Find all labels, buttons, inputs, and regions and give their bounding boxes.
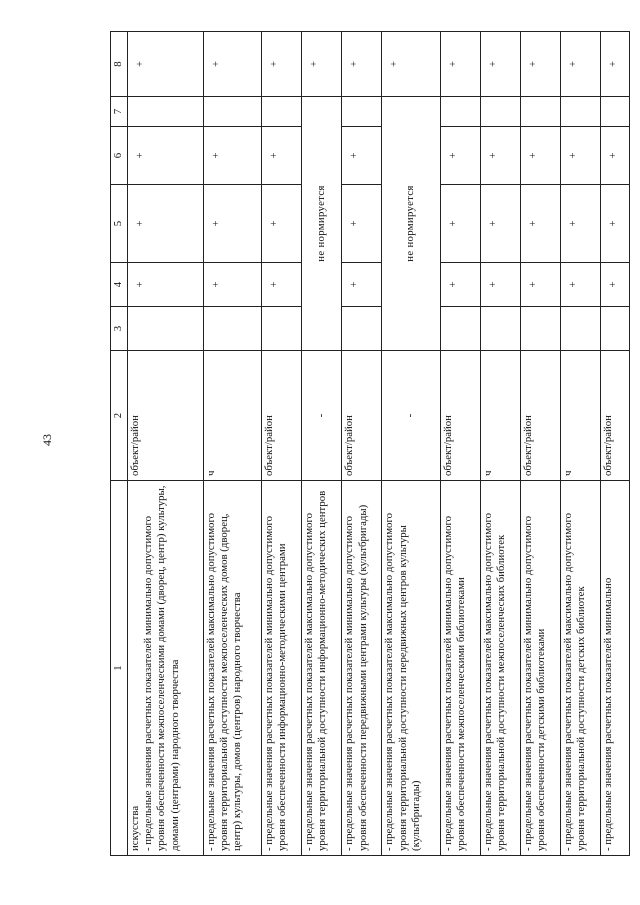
row-unit: объект/район [262,351,302,481]
row-description: - предельные значения расчетных показателей максимально допустимого уровня территориальной доступности межпоселенческих библиотек [480,481,520,856]
table-row [302,32,342,856]
col-header-4: 4 [111,263,128,307]
cell-c7 [560,97,600,127]
cell-c7 [262,97,302,127]
row-description: - предельные значения расчетных показателей минимально допустимого уровня обеспеченности информационно-методическими центрами [262,481,302,856]
not-regulated-cell: не нормируется [302,97,342,351]
row-description: - предельные значения расчетных показателей минимально допустимого уровня обеспеченности детскими библиотеками [520,481,560,856]
cell-c3 [342,307,382,351]
row-description: - предельные значения расчетных показателей максимально допустимого уровня территориальной доступности детских библиотек [560,481,600,856]
row-description: - предельные значения расчетных показателей максимально допустимого уровня территориальной доступности межпоселенческих домов (дворец, центр) культуры, домов (центров) народного творчества [204,481,262,856]
cell-c3 [520,307,560,351]
col-header-8: 8 [111,32,128,97]
cell-c7 [204,97,262,127]
row-description: - предельные значения расчетных показателей минимально допустимого уровня обеспеченности межпоселенческими домами (дворец, центр) культуры, домами (центрами) народного творчества [142,485,181,851]
row-unit: ч [204,351,262,481]
col-header-7: 7 [111,97,128,127]
row-unit: объект/район [342,351,382,481]
cell-c3 [204,307,262,351]
cell-c8: + [440,32,480,97]
cell-c5: + [520,185,560,263]
not-regulated-cell: не нормируется [382,97,440,351]
col-header-2: 2 [111,351,128,481]
row-unit: ч [480,351,520,481]
norms-table [110,31,630,856]
cell-c6: + [440,127,480,185]
row-unit: - [302,351,342,481]
cell-c6: + [128,127,204,185]
cell-c5: + [600,185,629,263]
cell-c6: + [600,127,629,185]
cell-c7 [520,97,560,127]
cell-c5: + [204,185,262,263]
row-description: - предельные значения расчетных показателей максимально допустимого уровня территориальной доступности информационно-методических центров [302,481,342,856]
row-unit: объект/район [440,351,480,481]
cell-c8: + [480,32,520,97]
cell-c7 [128,97,204,127]
table-row [204,32,262,856]
cell-c7 [480,97,520,127]
cell-c6: + [480,127,520,185]
col-header-6: 6 [111,127,128,185]
row-description: - предельные значения расчетных показателей минимально допустимого уровня обеспеченности передвижными центрами культуры (культбригады) [342,481,382,856]
cell-c5: + [560,185,600,263]
cell-c4: + [520,263,560,307]
cell-c7 [600,97,629,127]
cell-c6: + [262,127,302,185]
cell-c4: + [480,263,520,307]
row-unit: объект/район [520,351,560,481]
header-row [111,32,128,856]
cell-c8: + [128,32,204,97]
table-row [560,32,600,856]
table-row [262,32,302,856]
cell-c8: + [382,32,440,97]
row-description: - предельные значения расчетных показателей минимально [600,481,629,856]
col-header-1: 1 [111,481,128,856]
cell-c4: + [342,263,382,307]
row-description: - предельные значения расчетных показателей максимально допустимого уровня территориальной доступности передвижных центров культуры (культбригады) [382,481,440,856]
page-number: 43 [40,434,54,446]
cell-c5: + [128,185,204,263]
cell-c7 [342,97,382,127]
cell-c6: + [204,127,262,185]
cell-c5: + [342,185,382,263]
cell-c4: + [560,263,600,307]
cell-c3 [560,307,600,351]
cell-c3 [440,307,480,351]
cell-c8: + [302,32,342,97]
row-unit: ч [560,351,600,481]
col-header-5: 5 [111,185,128,263]
table-row [520,32,560,856]
cell-c4: + [262,263,302,307]
cell-c6: + [560,127,600,185]
cell-c6: + [342,127,382,185]
cell-c5: + [262,185,302,263]
cell-c5: + [440,185,480,263]
cell-c3 [128,307,204,351]
row-unit: объект/район [600,351,629,481]
cell-c3 [600,307,629,351]
table-row [382,32,440,856]
cell-c4: + [440,263,480,307]
cell-c6: + [520,127,560,185]
cell-c8: + [520,32,560,97]
cell-c4: + [204,263,262,307]
cell-c8: + [600,32,629,97]
cell-c8: + [560,32,600,97]
cell-c7 [440,97,480,127]
cell-c4: + [128,263,204,307]
cell-c8: + [342,32,382,97]
table-row [600,32,629,856]
cell-c4: + [600,263,629,307]
table-row [342,32,382,856]
cell-c5: + [480,185,520,263]
table-row [480,32,520,856]
cell-c3 [480,307,520,351]
cell-c8: + [262,32,302,97]
section-title: искусства [129,805,141,851]
cell-c8: + [204,32,262,97]
cell-c3 [262,307,302,351]
row-text [128,481,204,856]
table-row [440,32,480,856]
col-header-3: 3 [111,307,128,351]
rotated-table-container [110,32,630,856]
row-unit: - [382,351,440,481]
row-unit: объект/район [128,351,204,481]
table-row [128,32,204,856]
row-description: - предельные значения расчетных показателей минимально допустимого уровня обеспеченности межпоселенческими библиотеками [440,481,480,856]
